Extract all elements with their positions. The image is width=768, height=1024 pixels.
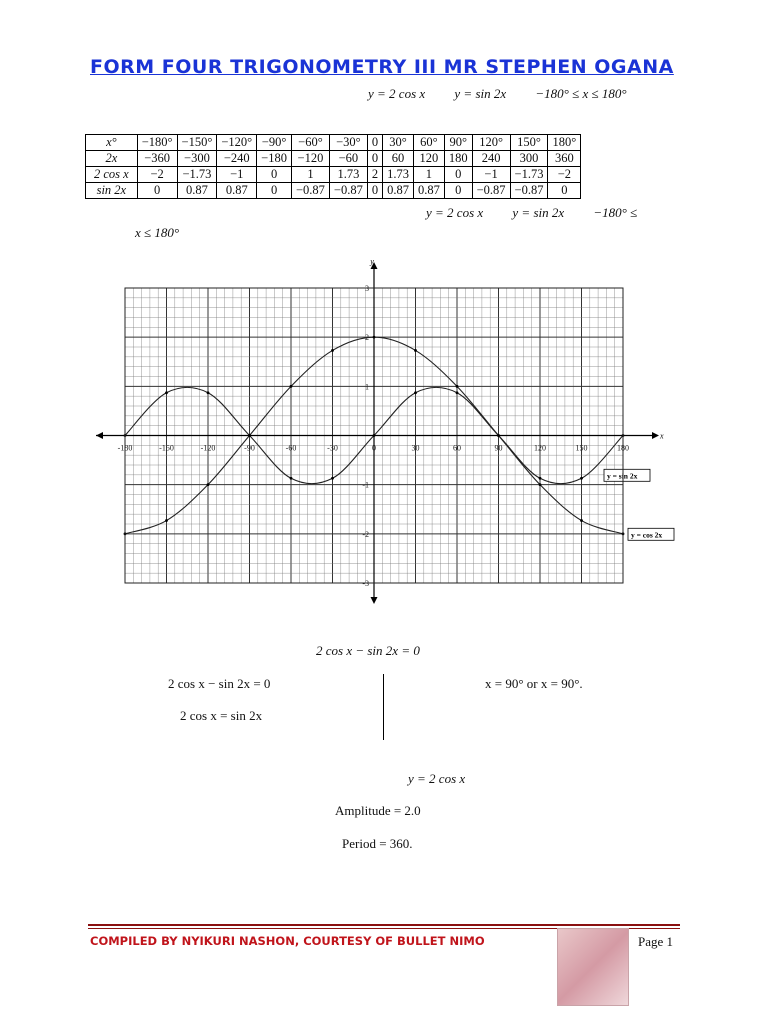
table-cell: 360 [548,151,581,167]
table-cell: 180 [444,151,472,167]
amplitude-text: Amplitude = 2.0 [335,803,421,818]
data-point [456,385,459,388]
data-point [373,336,376,339]
table-cell: −180 [257,151,292,167]
equation: y = 2 cos x [368,86,426,101]
table-cell: 0.87 [413,183,444,199]
data-point [539,483,542,486]
table-cell: −2 [137,167,177,183]
repeat-equations [426,205,637,221]
graph-chart [0,250,768,610]
series-label: y = cos 2x [631,530,663,540]
table-cell: −30° [329,135,367,151]
table-row-header: 2 cos x [86,167,138,183]
data-point [373,434,376,437]
data-point [207,483,210,486]
table-cell: 0 [444,183,472,199]
table-cell: −120 [291,151,329,167]
table-cell: −1.73 [510,167,548,183]
right-work-line: x = 90° or x = 90°. [485,676,583,691]
equation: y = 2 cos x [426,205,484,220]
y-tick-label: -1 [362,480,369,490]
page-title: FORM FOUR TRIGONOMETRY III MR STEPHEN OGANA [90,56,674,78]
logo-image [557,928,629,1006]
x-tick-label: -150 [159,443,174,453]
table-cell: 30° [383,135,414,151]
y-axis-label: y [370,257,374,266]
table-cell: 0 [367,183,382,199]
y-tick-label: -3 [362,579,369,588]
table-cell: −1 [217,167,257,183]
main-equation: 2 cos x − sin 2x = 0 [316,643,420,658]
x-tick-label: -60 [285,443,297,453]
x-tick-label: 0 [372,443,376,453]
table-cell: 180° [548,135,581,151]
series-label: y = sin 2x [607,471,638,481]
repeat-tail: x ≤ 180° [135,225,180,240]
table-cell: 1.73 [329,167,367,183]
x-tick-label: 120 [534,443,546,453]
data-point [456,391,459,394]
table-cell: 90° [444,135,472,151]
data-point [207,391,210,394]
table-cell: −2 [548,167,581,183]
table-cell: −0.87 [291,183,329,199]
y-tick-label: 2 [365,333,369,343]
table-cell: 1 [413,167,444,183]
data-point [331,477,334,480]
table-cell: −180° [137,135,177,151]
table-cell: −120° [217,135,257,151]
x-tick-label: -90 [244,443,255,453]
table-cell: −1 [472,167,510,183]
table-cell: 0 [257,167,292,183]
table-cell: 1.73 [383,167,414,183]
table-row [86,135,581,151]
divider [383,674,384,740]
table-cell: 0 [257,183,292,199]
data-point [580,477,583,480]
y-tick-label: -2 [362,529,369,539]
table-cell: 0.87 [383,183,414,199]
data-point [580,519,583,522]
equation: −180° ≤ [593,205,638,220]
table-cell: 2 [367,167,382,183]
table-cell: 0 [548,183,581,199]
table-cell: −360 [137,151,177,167]
data-point [165,519,168,522]
data-point [539,477,542,480]
x-tick-label: 180 [617,443,629,453]
table-cell: 60° [413,135,444,151]
x-tick-label: -180 [117,443,133,453]
equation: −180° ≤ x ≤ 180° [535,86,627,101]
table-cell: 60 [383,151,414,167]
table-cell: 0 [367,135,382,151]
table-cell: −90° [257,135,292,151]
left-work-line: 2 cos x − sin 2x = 0 [168,676,271,691]
x-tick-label: -30 [327,443,338,453]
table-row [86,183,581,199]
table-cell: 120° [472,135,510,151]
equation: y = sin 2x [454,86,507,101]
data-point [248,434,251,437]
page-number: Page 1 [638,934,674,949]
x-tick-label: -120 [200,443,216,453]
table-row-header: sin 2x [86,183,138,199]
x-axis-label: x [660,431,664,441]
table-cell: 1 [291,167,329,183]
table-cell: 120 [413,151,444,167]
table-cell: 0 [367,151,382,167]
x-tick-label: 90 [494,443,503,453]
x-tick-label: 150 [575,443,588,453]
data-point [290,385,293,388]
y-axis-arrow-down [371,597,378,604]
table-cell: −60 [329,151,367,167]
x-axis-arrow-right [652,432,659,439]
left-work-line: 2 cos x = sin 2x [180,708,263,723]
table-cell: −300 [177,151,217,167]
y-tick-label: 1 [365,382,369,392]
period-text: Period = 360. [342,836,413,851]
data-point [290,477,293,480]
data-point [414,349,417,352]
footer-credit: COMPILED BY NYIKURI NASHON, COURTESY OF BULLET NIMO [90,934,485,948]
table-row [86,151,581,167]
table-cell: −1.73 [177,167,217,183]
table-cell: 0 [137,183,177,199]
x-tick-label: 60 [453,443,461,453]
intro-equations [368,86,653,102]
table-cell: 0.87 [177,183,217,199]
table-cell: 240 [472,151,510,167]
table-row-header: x° [86,135,138,151]
table-row [86,167,581,183]
data-point [165,391,168,394]
table-cell: 300 [510,151,548,167]
footer-rule [88,924,680,926]
data-point [497,434,500,437]
data-point [331,349,334,352]
x-axis-arrow-left [96,432,103,439]
equation: y = sin 2x [512,205,565,220]
table-cell: −150° [177,135,217,151]
values-table [85,134,581,199]
table-cell: −0.87 [510,183,548,199]
data-point [414,391,417,394]
table-cell: −0.87 [329,183,367,199]
y-tick-label: 3 [365,284,369,293]
summary-equation: y = 2 cos x [408,771,466,786]
table-cell: 0 [444,167,472,183]
table-cell: 150° [510,135,548,151]
table-row-header: 2x [86,151,138,167]
x-tick-label: 30 [411,443,420,453]
table-cell: −0.87 [472,183,510,199]
table-cell: −240 [217,151,257,167]
table-cell: 0.87 [217,183,257,199]
table-cell: −60° [291,135,329,151]
